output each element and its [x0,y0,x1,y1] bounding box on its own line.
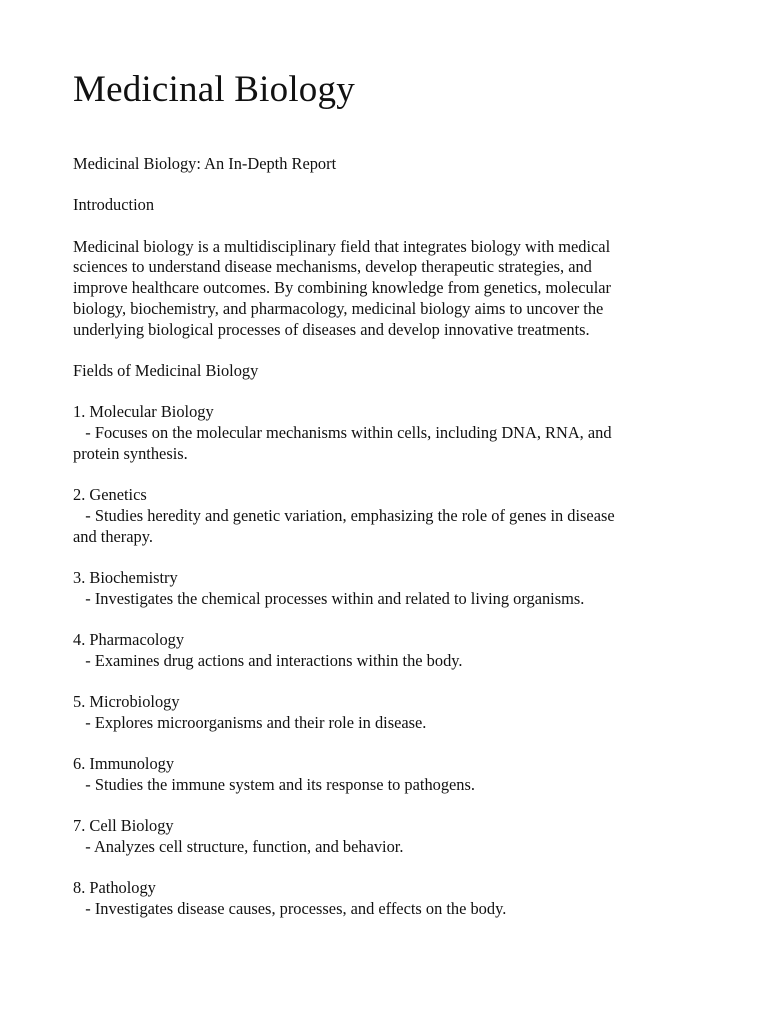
field-description: - Analyzes cell structure, function, and behavior. [73,837,404,857]
paragraph-gap [73,340,713,361]
intro-line: biology, biochemistry, and pharmacology, medicinal biology aims to uncover the [73,298,604,318]
paragraph-gap [73,175,713,196]
field-name: 5. Microbiology [73,692,180,712]
intro-line: underlying biological processes of diseases and develop innovative treatments. [73,319,590,339]
paragraph-gap [73,796,713,817]
field-description: protein synthesis. [73,443,188,463]
field-item [73,568,713,609]
paragraph-gap [73,547,713,568]
intro-line: Medicinal biology is a multidisciplinary field that integrates biology with medical [73,236,611,256]
paragraph-gap [73,216,713,237]
field-name: 2. Genetics [73,485,147,505]
field-name: 3. Biochemistry [73,567,178,587]
field-item [73,692,713,733]
field-name: 8. Pathology [73,878,156,898]
paragraph-gap [73,671,713,692]
fields-heading: Fields of Medicinal Biology [73,360,259,380]
field-description: - Studies the immune system and its response to pathogens. [73,774,475,794]
field-description: - Studies heredity and genetic variation, emphasizing the role of genes in disease [73,505,615,525]
intro-line: improve healthcare outcomes. By combining knowledge from genetics, molecular [73,278,611,298]
intro-heading: Introduction [73,195,155,215]
field-description: - Investigates the chemical processes within and related to living organisms. [73,588,585,608]
paragraph-gap [73,858,713,879]
intro-paragraph [73,237,713,341]
field-name: 7. Cell Biology [73,816,174,836]
document-body [73,154,713,920]
field-name: 1. Molecular Biology [73,402,214,422]
paragraph-gap [73,464,713,485]
paragraph-gap [73,609,713,630]
paragraph-gap [73,382,713,403]
report-title: Medicinal Biology: An In-Depth Report [73,154,337,173]
field-item [73,816,713,857]
field-item [73,402,713,464]
field-description: and therapy. [73,526,153,546]
paragraph-gap [73,734,713,755]
field-name: 4. Pharmacology [73,630,185,650]
field-item [73,630,713,671]
field-name: 6. Immunology [73,754,175,774]
field-description: - Explores microorganisms and their role in disease. [73,712,427,732]
field-item [73,878,713,919]
field-description: - Focuses on the molecular mechanisms within cells, including DNA, RNA, and [73,423,612,443]
field-item [73,485,713,547]
intro-line: sciences to understand disease mechanisms, develop therapeutic strategies, and [73,257,592,277]
field-item [73,754,713,795]
field-description: - Examines drug actions and interactions within the body. [73,650,463,670]
field-description: - Investigates disease causes, processes, and effects on the body. [73,899,507,919]
document-title: Medicinal Biology [73,69,355,110]
